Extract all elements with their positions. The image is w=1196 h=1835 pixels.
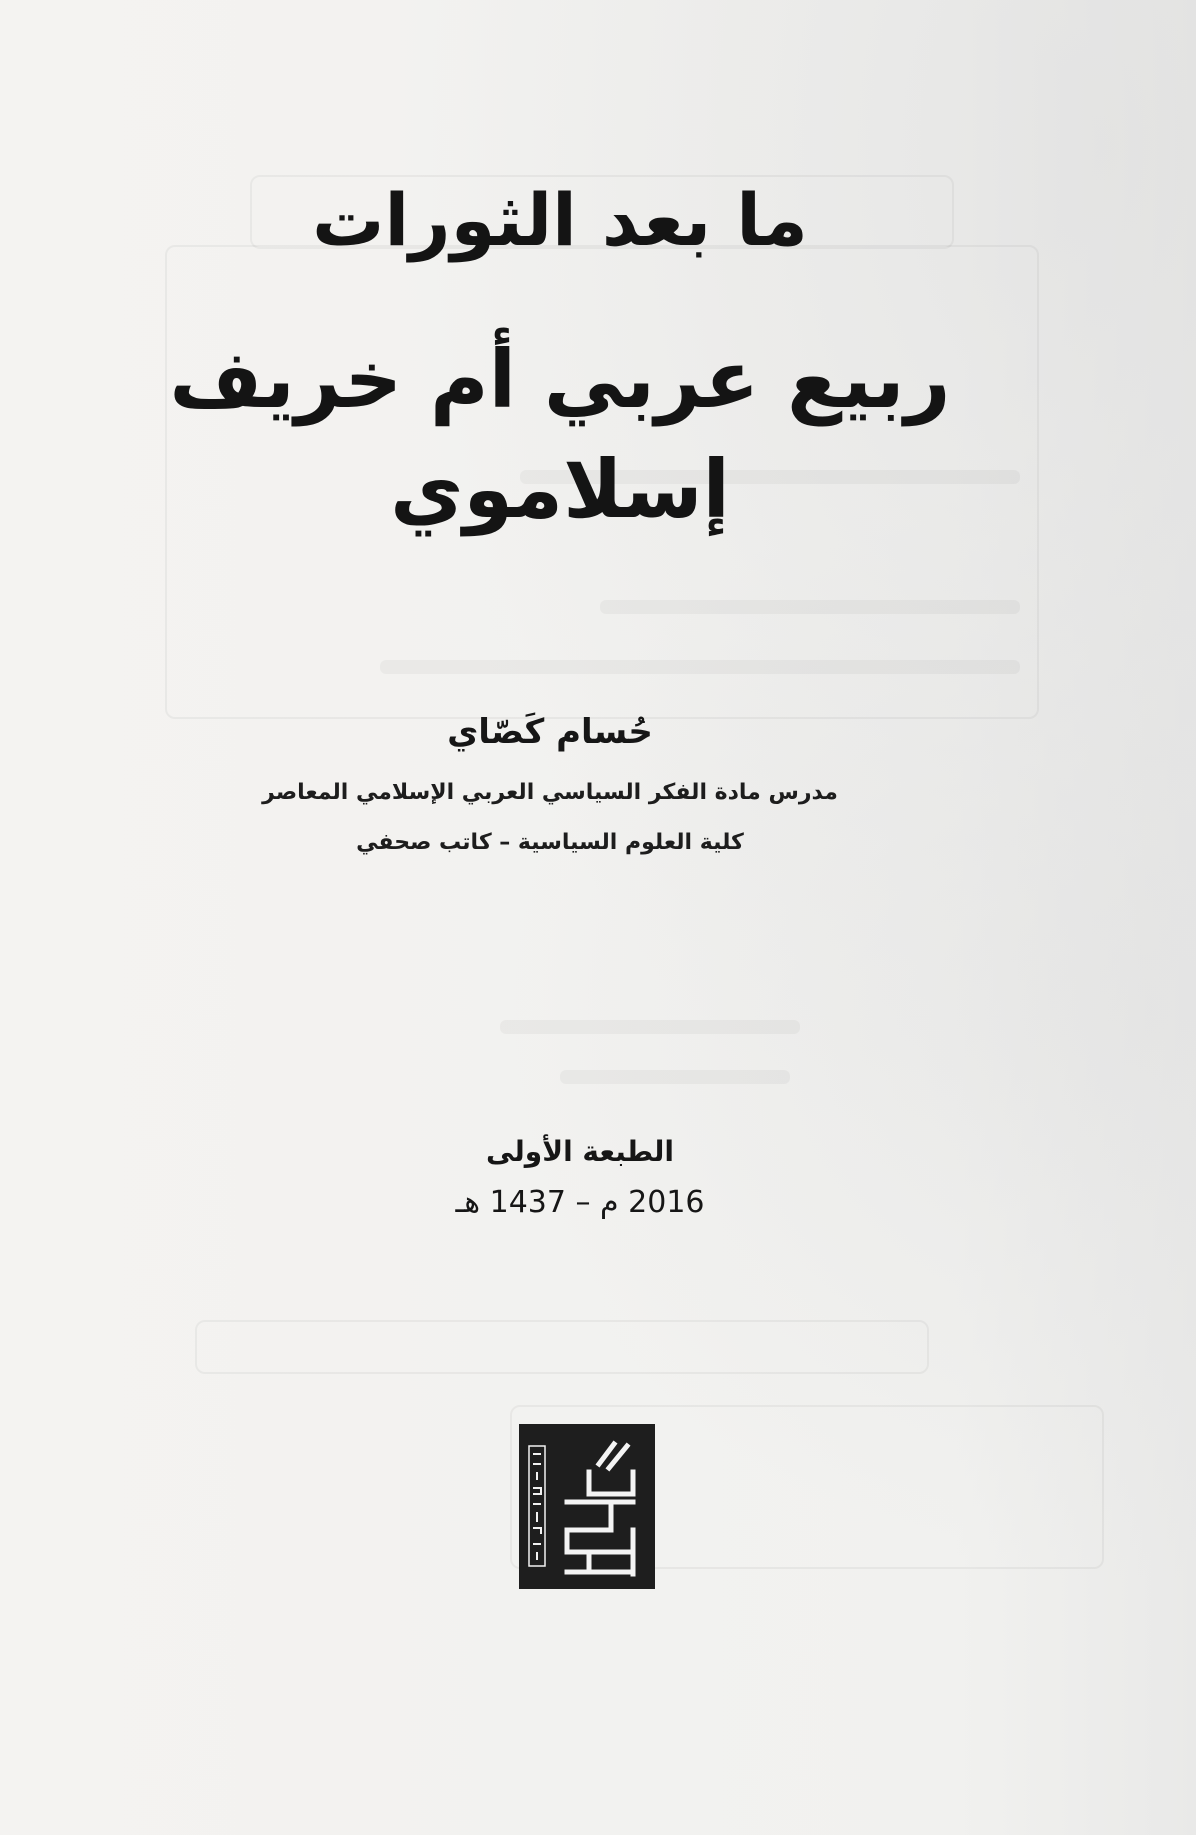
bleed-through-box-bottom <box>195 1320 929 1374</box>
edition-info <box>400 1132 760 1224</box>
publisher-logo-graphic <box>519 1424 655 1589</box>
bleed-through-line <box>380 660 1020 674</box>
author-name: حُسام كَصّاي <box>447 712 653 752</box>
bleed-through-line <box>500 1020 800 1034</box>
author-info <box>250 710 850 860</box>
bleed-through-line <box>560 1070 790 1084</box>
author-role: مدرس مادة الفكر السياسي العربي الإسلامي المعاصر <box>262 780 838 805</box>
title-line-1: ما بعد الثورات <box>312 178 808 262</box>
edition-year: 2016 م – 1437 هـ <box>455 1185 705 1220</box>
edition-label: الطبعة الأولى <box>485 1135 675 1168</box>
publisher-logo-icon <box>519 1424 655 1589</box>
book-title <box>80 175 1040 545</box>
author-affiliation: كلية العلوم السياسية – كاتب صحفي <box>356 830 744 855</box>
bleed-through-line <box>600 600 1020 614</box>
title-line-2: ربيع عربي أم خريف إسلاموي <box>169 333 951 536</box>
